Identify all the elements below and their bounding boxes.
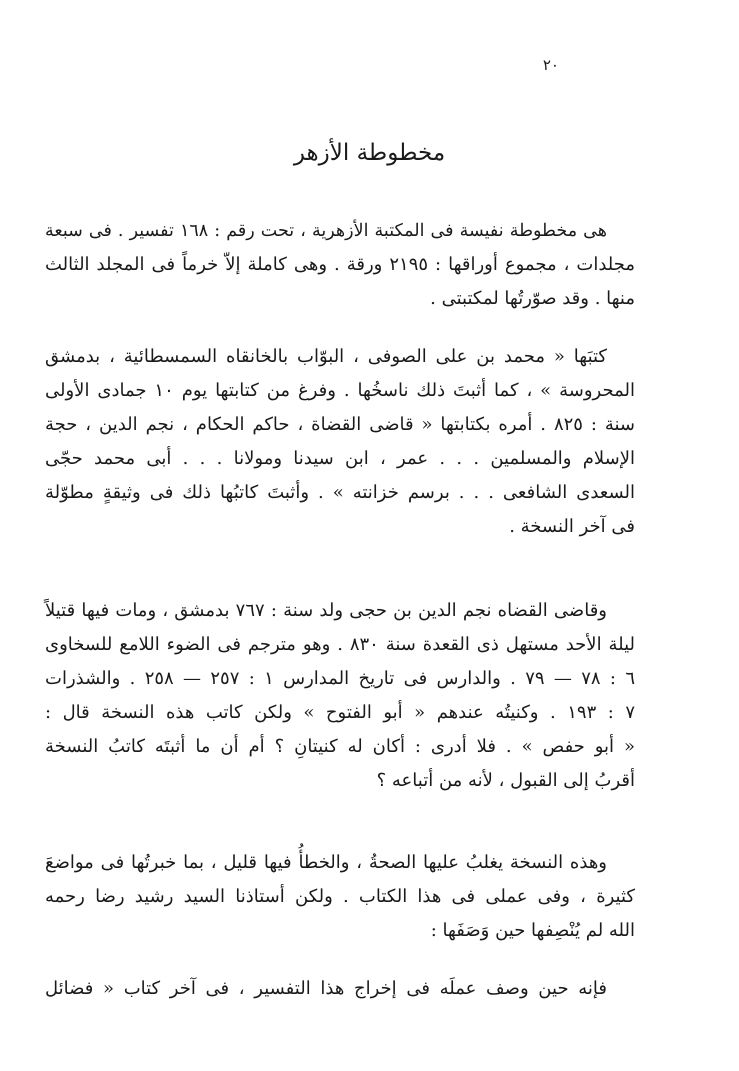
paragraph-line: ٦ : ٧٨ — ٧٩ . والدارس فى تاريخ المدارس ١ : ٢٥٧ — ٢٥٨ . والشذرات xyxy=(45,668,635,689)
paragraph-line: منها . وقد صوّرتُها لمكتبتى . xyxy=(430,288,635,309)
paragraph-line: السعدى الشافعى . . . برسم خزانته » . وأثبتَ كاتبُها ذلك فى وثيقةٍ مطوّلة xyxy=(45,482,635,503)
paragraph-line: وقاضى القضاه نجم الدين بن حجى ولد سنة : ٧٦٧ بدمشق ، ومات فيها قتيلاً xyxy=(45,600,607,621)
paragraph-line: فإنه حين وصف عملَه فى إخراج هذا التفسير ، فى آخر كتاب « فضائل xyxy=(45,978,607,999)
paragraph-line: أقربُ إلى القبول ، لأنه من أتباعه ؟ xyxy=(376,770,635,791)
paragraph-line: الإسلام والمسلمين . . . عمر ، ابن سيدنا ومولانا . . . أبى محمد حجّى xyxy=(45,448,635,469)
paragraph-line: كثيرة ، وفى عملى فى هذا الكتاب . ولكن أستاذنا السيد رشيد رضا رحمه xyxy=(45,886,635,907)
paragraph-line: مجلدات ، مجموع أوراقها : ٢١٩٥ ورقة . وهى كاملة إلاّ خرماً فى المجلد الثالث xyxy=(45,254,636,275)
paragraph-line: ليلة الأحد مستهل ذى القعدة سنة ٨٣٠ . وهو مترجم فى الضوء اللامع للسخاوى xyxy=(45,634,635,655)
paragraph-line: « أبو حفص » . فلا أدرى : أكان له كنيتانِ ؟ أم أن ما أثبتَه كاتبُ النسخة xyxy=(45,736,635,757)
paragraph-line: سنة : ٨٢٥ . أمره بكتابتها « قاضى القضاة ، حاكم الحكام ، نجم الدين ، حجة xyxy=(45,414,635,435)
paragraph-line: هى مخطوطة نفيسة فى المكتبة الأزهرية ، تحت رقم : ١٦٨ تفسير . فى سبعة xyxy=(45,221,607,241)
paragraph-line: المحروسة » ، كما أثبتَ ذلك ناسخُها . وفرغ من كتابتها يوم ١٠ جمادى الأولى xyxy=(45,380,635,401)
paragraph-4 xyxy=(45,846,635,948)
paragraph-3 xyxy=(45,594,635,798)
paragraph-line: فى آخر النسخة . xyxy=(509,516,635,537)
paragraph-1 xyxy=(45,214,635,316)
paragraph-5 xyxy=(45,972,635,1006)
paragraph-line: الله لم يُنْصِفها حين وَصَفَها : xyxy=(430,920,635,941)
paragraph-2 xyxy=(45,340,635,544)
paragraph-line: وهذه النسخة يغلبُ عليها الصحةُ ، والخطأُ فيها قليل ، بما خبرتُها فى مواضعَ xyxy=(45,852,607,873)
paragraph-line: ٧ : ١٩٣ . وكنيتُه عندهم « أبو الفتوح » ولكن كاتب هذه النسخة قال : xyxy=(45,702,635,723)
paragraph-line: كتبَها « محمد بن على الصوفى ، البوّاب بالخانقاه السمسطائية ، بدمشق xyxy=(45,346,607,367)
page-number: ٢٠ xyxy=(542,56,559,74)
section-heading: مخطوطة الأزهر xyxy=(293,140,446,166)
